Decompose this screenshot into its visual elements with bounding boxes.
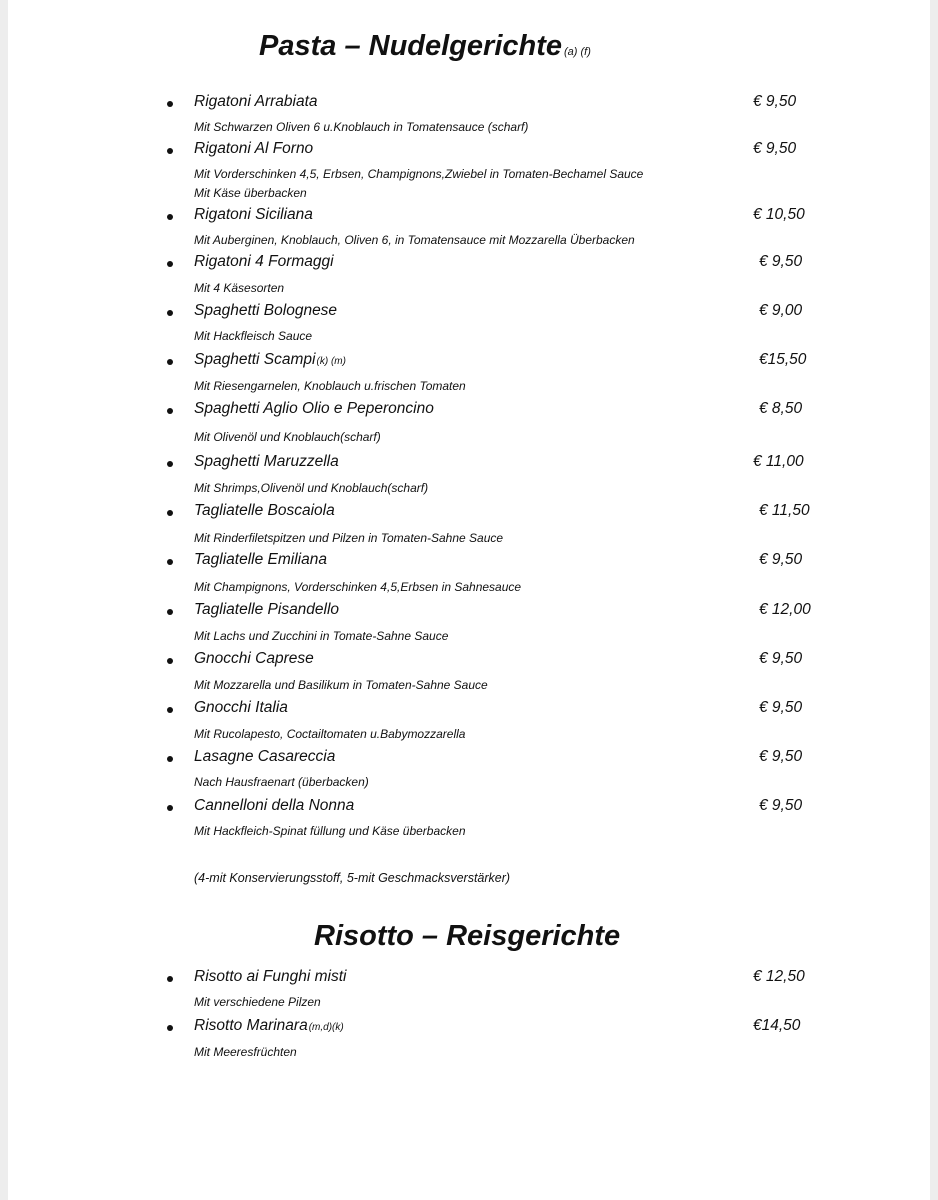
dish-price: € 9,50 [759, 699, 803, 716]
dish-description: Mit verschiedene Pilzen [194, 995, 321, 1009]
dish-name-text: Spaghetti Bolognese [194, 302, 338, 319]
dish-description: Mit Hackfleich-Spinat füllung und Käse überbacken [194, 824, 466, 838]
dish-name-text: Lasagne Casareccia [194, 748, 336, 765]
dish-name-risotto-marinara [194, 1017, 344, 1035]
dish-description: Mit Olivenöl und Knoblauch(scharf) [194, 430, 381, 444]
dish-price: € 9,50 [759, 551, 803, 568]
bullet-icon [167, 261, 173, 267]
dish-description: Mit Rinderfiletspitzen und Pilzen in Tomaten-Sahne Sauce [194, 531, 504, 545]
dish-name-text: Risotto ai Funghi misti [194, 968, 347, 985]
risotto-title-text: Risotto – Reisgerichte [314, 920, 621, 952]
dish-name-text: Spaghetti Aglio Olio e Peperoncino [194, 400, 434, 417]
dish-name-text: Tagliatelle Emiliana [194, 551, 327, 568]
dish-name-text: Rigatoni Siciliana [194, 206, 313, 223]
dish-price: € 8,50 [759, 400, 803, 417]
dish-name-text: Gnocchi Italia [194, 699, 288, 716]
pasta-title-text: Pasta – Nudelgerichte [259, 30, 562, 62]
dish-name-lasagne-casareccia [194, 748, 335, 766]
dish-name-rigatoni-al-forno [194, 140, 313, 158]
bullet-icon [167, 1025, 173, 1031]
dish-description: Nach Hausfraenart (überbacken) [194, 775, 369, 789]
bullet-icon [167, 214, 173, 220]
dish-name-cannelloni-della-nonna [194, 797, 354, 815]
dish-name-gnocchi-caprese [194, 650, 314, 668]
dish-price: € 11,50 [759, 502, 810, 519]
bullet-icon [167, 658, 173, 664]
dish-price: € 12,50 [753, 968, 805, 985]
dish-description-line2: Mit Käse überbacken [194, 186, 307, 200]
dish-price: € 9,50 [759, 253, 803, 270]
dish-name-risotto-ai-funghi-misti [194, 968, 346, 986]
dish-description: Mit Hackfleisch Sauce [194, 329, 313, 343]
dish-name-spaghetti-maruzzella [194, 453, 339, 471]
pasta-title-allergens: (a) (f) [564, 46, 591, 58]
dish-name-text: Risotto Marinara [194, 1017, 308, 1034]
dish-name-spaghetti-scampi [194, 351, 346, 369]
dish-price: € 9,50 [759, 797, 803, 814]
dish-name-rigatoni-arrabiata [194, 93, 318, 111]
bullet-icon [167, 976, 173, 982]
menu-page [8, 0, 930, 1200]
bullet-icon [167, 359, 173, 365]
dish-name-text: Spaghetti Maruzzella [194, 453, 339, 470]
dish-price: € 12,00 [759, 601, 811, 618]
dish-description: Mit Schwarzen Oliven 6 u.Knoblauch in Tomatensauce (scharf) [194, 120, 529, 134]
dish-description: Mit Lachs und Zucchini in Tomate-Sahne Sauce [194, 629, 449, 643]
dish-price: €15,50 [759, 351, 807, 368]
dish-name-text: Rigatoni Al Forno [194, 140, 314, 157]
dish-description: Mit 4 Käsesorten [194, 281, 285, 295]
dish-allergen-codes: (m,d)(k) [308, 1022, 344, 1033]
bullet-icon [167, 510, 173, 516]
dish-name-gnocchi-italia [194, 699, 288, 717]
bullet-icon [167, 559, 173, 565]
dish-name-text: Gnocchi Caprese [194, 650, 314, 667]
dish-name-tagliatelle-boscaiola [194, 502, 335, 520]
bullet-icon [167, 461, 173, 467]
dish-price: € 9,50 [753, 140, 797, 157]
bullet-icon [167, 609, 173, 615]
dish-allergen-codes: (k) (m) [316, 356, 346, 367]
dish-name-spaghetti-bolognese [194, 302, 337, 320]
dish-description: Mit Mozzarella und Basilikum in Tomaten-Sahne Sauce [194, 678, 488, 692]
bullet-icon [167, 101, 173, 107]
bullet-icon [167, 805, 173, 811]
dish-price: €14,50 [753, 1017, 801, 1034]
dish-description: Mit Vorderschinken 4,5, Erbsen, Champignons,Zwiebel in Tomaten-Bechamel Sauce [194, 167, 644, 181]
dish-description: Mit Champignons, Vorderschinken 4,5,Erbsen in Sahnesauce [194, 580, 522, 594]
dish-name-rigatoni-siciliana [194, 206, 313, 224]
dish-name-rigatoni-4-formaggi [194, 253, 334, 271]
dish-name-text: Tagliatelle Pisandello [194, 601, 340, 618]
dish-name-text: Rigatoni 4 Formaggi [194, 253, 334, 270]
dish-name-tagliatelle-pisandello [194, 601, 339, 619]
dish-description: Mit Riesengarnelen, Knoblauch u.frischen Tomaten [194, 379, 466, 393]
pasta-section-title [8, 30, 930, 63]
dish-price: € 10,50 [753, 206, 805, 223]
risotto-section-title [8, 920, 930, 953]
dish-description: Mit Rucolapesto, Coctailtomaten u.Babymozzarella [194, 727, 466, 741]
dish-name-text: Rigatoni Arrabiata [194, 93, 318, 110]
dish-price: € 9,50 [759, 650, 803, 667]
dish-description: Mit Shrimps,Olivenöl und Knoblauch(scharf) [194, 481, 429, 495]
dish-price: € 11,00 [753, 453, 804, 470]
bullet-icon [167, 707, 173, 713]
dish-name-text: Tagliatelle Boscaiola [194, 502, 335, 519]
bullet-icon [167, 408, 173, 414]
additives-footnote: (4-mit Konservierungsstoff, 5-mit Geschmacksverstärker) [194, 871, 511, 885]
dish-name-text: Cannelloni della Nonna [194, 797, 355, 814]
dish-name-tagliatelle-emiliana [194, 551, 327, 569]
bullet-icon [167, 756, 173, 762]
dish-name-spaghetti-aglio-olio-e-peperoncino [194, 400, 434, 418]
dish-description: Mit Meeresfrüchten [194, 1045, 297, 1059]
dish-price: € 9,50 [759, 748, 803, 765]
dish-description: Mit Auberginen, Knoblauch, Oliven 6, in Tomatensauce mit Mozzarella Überbacken [194, 233, 635, 247]
dish-price: € 9,50 [753, 93, 797, 110]
bullet-icon [167, 310, 173, 316]
bullet-icon [167, 148, 173, 154]
dish-name-text: Spaghetti Scampi [194, 351, 316, 368]
dish-price: € 9,00 [759, 302, 803, 319]
